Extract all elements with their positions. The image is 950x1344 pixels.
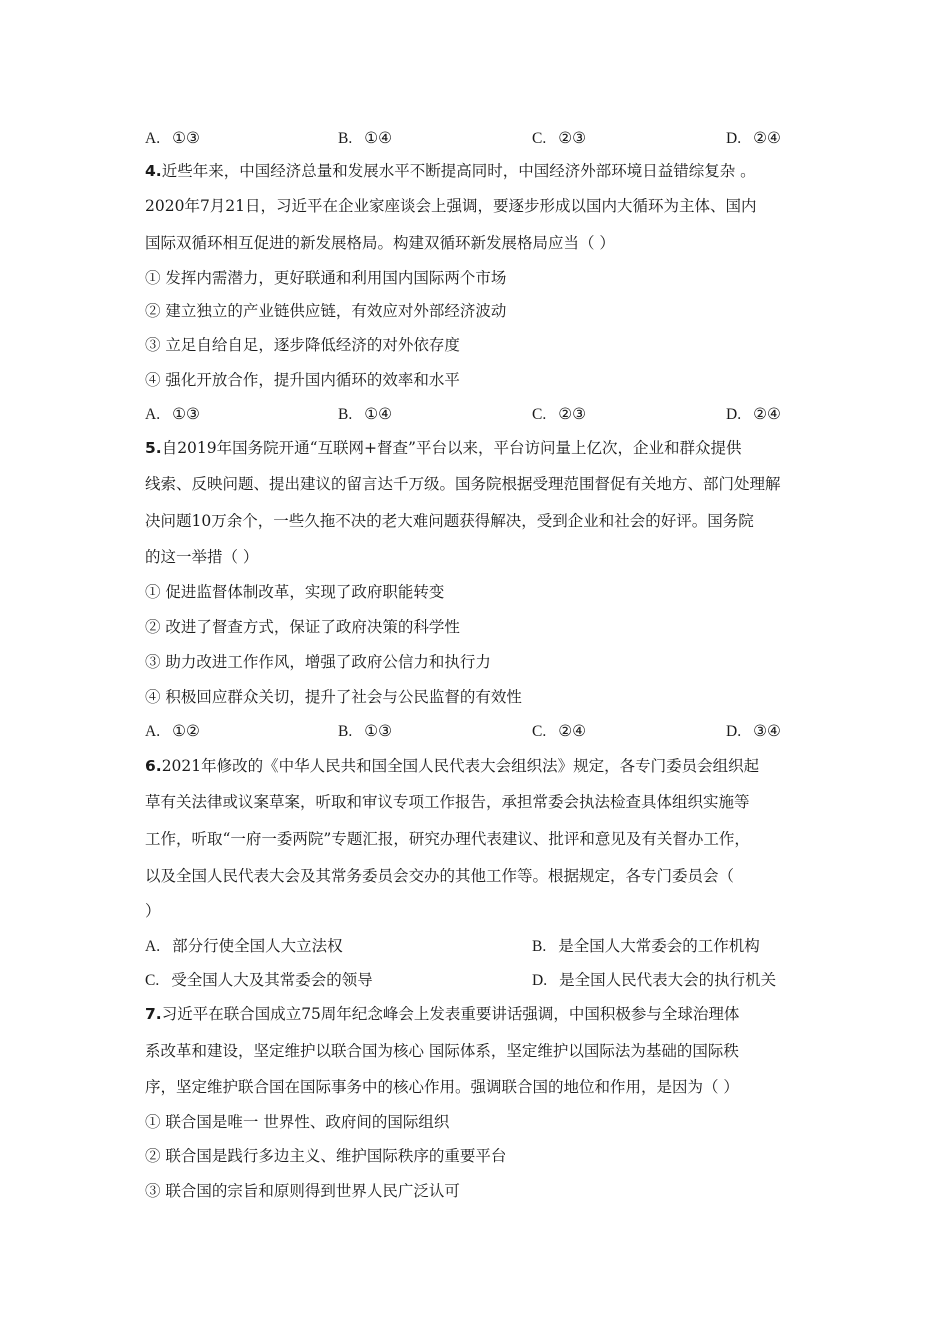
option-text: ②④ (558, 722, 587, 740)
stem-line: 以及全国人民代表大会及其常务委员会交办的其他工作等。根据规定，各专门委员会（ (145, 867, 735, 885)
statement-item: ② 联合国是践行多边主义、维护国际秩序的重要平台 (145, 1147, 507, 1165)
question-number: 5. (145, 439, 162, 457)
option-letter: B. (338, 406, 353, 423)
q5-option-a[interactable] (145, 721, 200, 742)
q5-option-b[interactable] (338, 721, 392, 742)
question-number: 4. (145, 162, 162, 180)
question-number: 6. (145, 757, 162, 775)
statement-item: ③ 联合国的宗旨和原则得到世界人民广泛认可 (145, 1182, 460, 1200)
stem-text: 习近平在联合国成立75周年纪念峰会上发表重要讲话强调，中国积极参与全球治理体 (161, 1005, 740, 1023)
q6-option-d[interactable] (532, 970, 776, 991)
option-text: ②③ (558, 405, 587, 423)
q5-option-c[interactable] (532, 721, 586, 742)
q4-option-a[interactable] (145, 404, 200, 425)
option-text: ①③ (172, 129, 200, 147)
option-text: 是全国人大常委会的工作机构 (558, 937, 760, 955)
stem-line: 的这一举措（ ） (145, 548, 259, 566)
stem-line: 序，坚定维护联合国在国际事务中的核心作用。强调联合国的地位和作用，是因为（ ） (145, 1078, 739, 1096)
option-letter: C. (145, 972, 160, 989)
stem-text: 2021年修改的《中华人民共和国全国人民代表大会组织法》规定，各专门委员会组织起 (161, 757, 760, 775)
statement-item: ② 建立独立的产业链供应链，有效应对外部经济波动 (145, 302, 507, 320)
q5-option-d[interactable] (726, 721, 781, 742)
statement-item: ② 改进了督查方式，保证了政府决策的科学性 (145, 618, 460, 636)
q6-option-b[interactable] (532, 936, 760, 957)
option-letter: C. (532, 723, 547, 740)
statement-item: ④ 积极回应群众关切，提升了社会与公民监督的有效性 (145, 688, 522, 706)
option-text: ②④ (753, 129, 781, 147)
option-text: 受全国人大及其常委会的领导 (171, 971, 373, 989)
stem-line: 线索、反映问题、提出建议的留言达千万级。国务院根据受理范围督促有关地方、部门处理解 (145, 475, 781, 493)
option-letter: A. (145, 406, 161, 423)
option-letter: A. (145, 130, 161, 147)
option-letter: C. (532, 130, 547, 147)
q6-option-c[interactable] (145, 970, 373, 991)
question-5-stem (145, 438, 815, 458)
option-letter: B. (532, 938, 547, 955)
q6-option-a[interactable] (145, 936, 343, 957)
q4-option-d[interactable] (726, 404, 781, 425)
stem-line: ） (145, 902, 161, 920)
stem-line: 决问题10万余个，一些久拖不决的老大难问题获得解决，受到企业和社会的好评。国务院 (145, 512, 754, 530)
statement-item: ① 促进监督体制改革，实现了政府职能转变 (145, 583, 445, 601)
stem-text: 自2019年国务院开通“互联网+督查”平台以来，平台访问量上亿次，企业和群众提供 (161, 439, 742, 457)
option-letter: D. (726, 723, 742, 740)
stem-line: 系改革和建设，坚定维护以联合国为核心 国际体系，坚定维护以国际法为基础的国际秩 (145, 1042, 739, 1060)
statement-item: ④ 强化开放合作，提升国内循环的效率和水平 (145, 371, 460, 389)
prev-option-c[interactable] (532, 128, 586, 149)
option-letter: A. (145, 938, 161, 955)
prev-option-b[interactable] (338, 128, 392, 149)
option-text: ②④ (753, 405, 781, 423)
prev-option-a[interactable] (145, 128, 200, 149)
stem-line: 工作，听取“一府一委两院”专题汇报，研究办理代表建议、批评和意见及有关督办工作， (145, 830, 750, 848)
stem-text: 近些年来，中国经济总量和发展水平不断提高同时，中国经济外部环境日益错综复杂 。 (161, 162, 756, 180)
q4-option-c[interactable] (532, 404, 586, 425)
option-letter: A. (145, 723, 161, 740)
option-text: 部分行使全国人大立法权 (172, 937, 343, 955)
option-text: ①② (172, 722, 200, 740)
question-6-stem (145, 756, 815, 776)
option-letter: C. (532, 406, 547, 423)
question-7-stem (145, 1004, 815, 1024)
stem-line: 国际双循环相互促进的新发展格局。构建双循环新发展格局应当（ ） (145, 234, 615, 252)
stem-line: 2020年7月21日，习近平在企业家座谈会上强调，要逐步形成以国内大循环为主体、国内 (145, 197, 757, 215)
option-letter: D. (726, 130, 742, 147)
option-letter: B. (338, 130, 353, 147)
question-4-stem (145, 161, 815, 181)
option-text: ②③ (558, 129, 587, 147)
prev-option-d[interactable] (726, 128, 781, 149)
statement-item: ① 联合国是唯一 世界性、政府间的国际组织 (145, 1113, 450, 1131)
option-text: 是全国人民代表大会的执行机关 (559, 971, 777, 989)
option-letter: D. (726, 406, 742, 423)
question-number: 7. (145, 1005, 162, 1023)
option-letter: B. (338, 723, 353, 740)
option-letter: D. (532, 972, 548, 989)
option-text: ①④ (364, 405, 393, 423)
statement-item: ① 发挥内需潜力，更好联通和利用国内国际两个市场 (145, 269, 507, 287)
option-text: ①④ (364, 129, 393, 147)
statement-item: ③ 立足自给自足，逐步降低经济的对外依存度 (145, 336, 460, 354)
q4-option-b[interactable] (338, 404, 392, 425)
option-text: ①③ (172, 405, 200, 423)
option-text: ①③ (364, 722, 393, 740)
option-text: ③④ (753, 722, 781, 740)
statement-item: ③ 助力改进工作作风，增强了政府公信力和执行力 (145, 653, 491, 671)
stem-line: 草有关法律或议案草案，听取和审议专项工作报告，承担常委会执法检查具体组织实施等 (145, 793, 750, 811)
